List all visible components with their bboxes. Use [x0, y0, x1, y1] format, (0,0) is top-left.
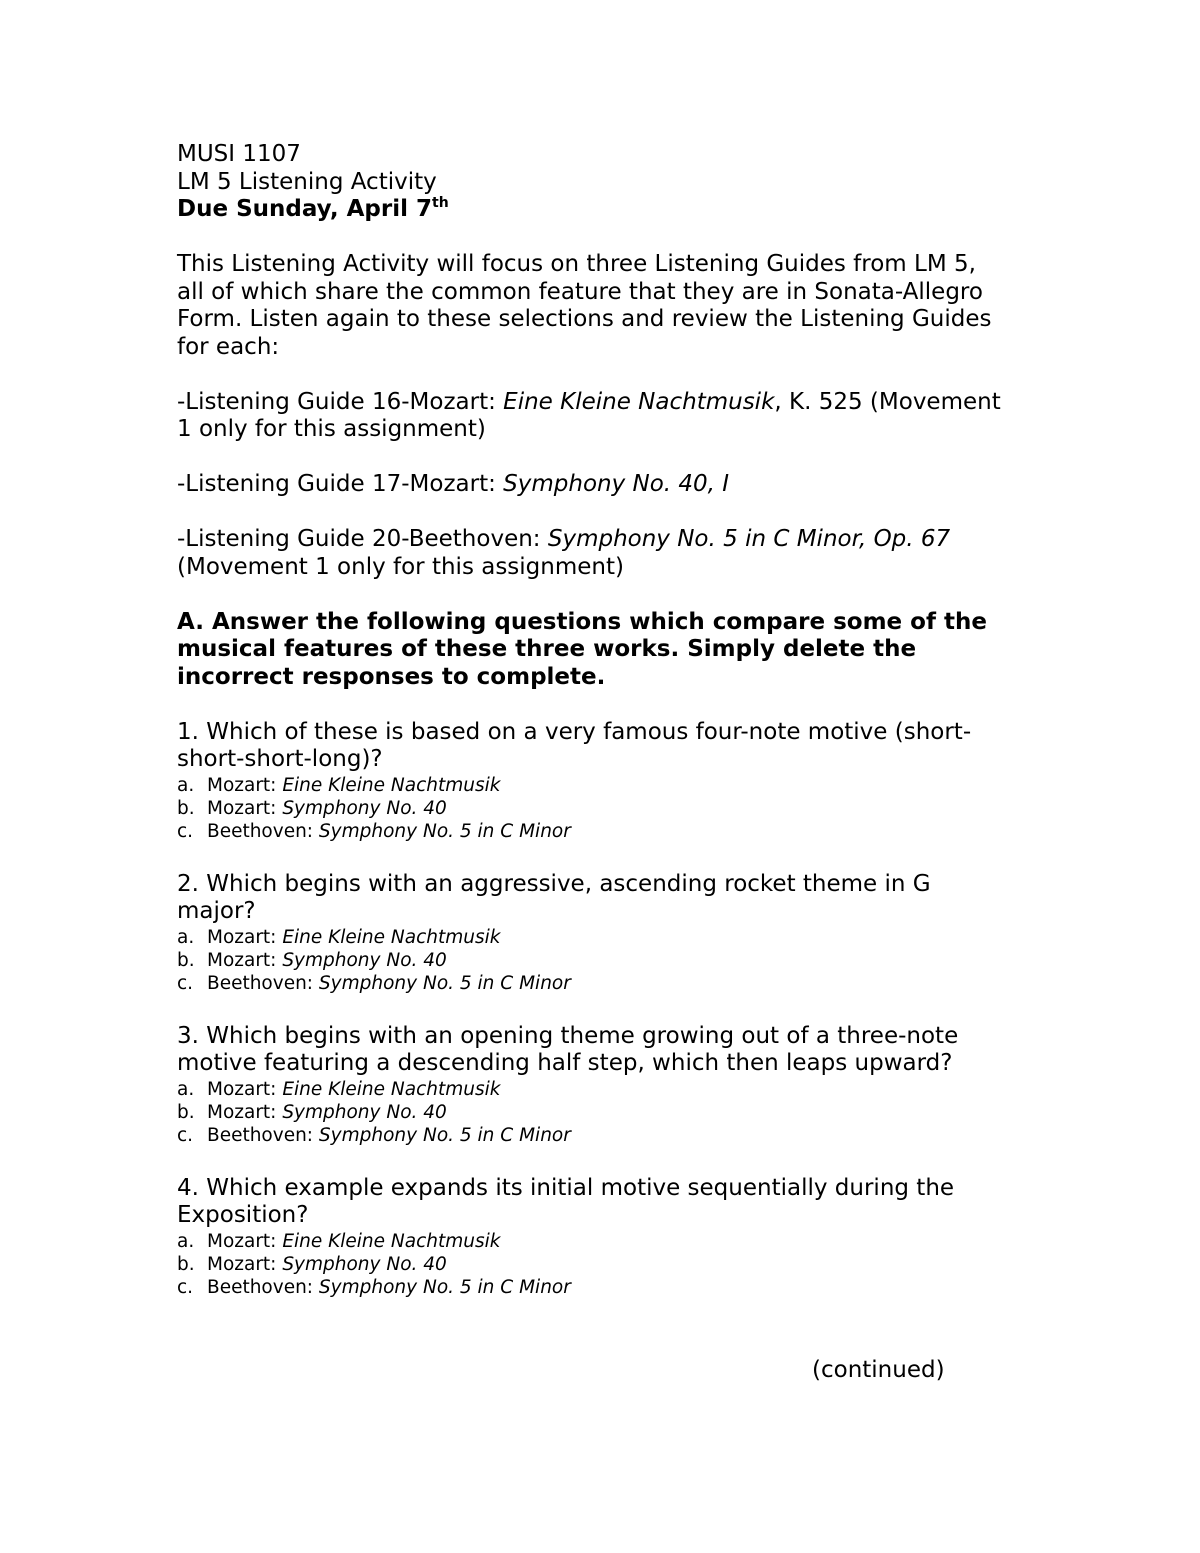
answer-option[interactable]	[177, 1230, 1037, 1253]
intro-line: all of which share the common feature that they are in Sonata-Allegro	[177, 278, 983, 305]
question-text: short-short-long)?	[177, 746, 383, 772]
option-work: Eine Kleine Nachtmusik	[282, 1078, 501, 1100]
listening-guide-17	[177, 471, 1037, 499]
question-text: 3. Which begins with an opening theme growing out of a three-note	[177, 1022, 959, 1049]
option-composer: Mozart:	[207, 1101, 283, 1123]
option-composer: Mozart:	[207, 949, 283, 971]
continued-note: (continued)	[812, 1357, 945, 1383]
guide-prefix: -Listening Guide 20-Beethoven:	[177, 526, 548, 552]
option-composer: Beethoven:	[207, 972, 319, 994]
section-a-instructions	[177, 609, 1037, 692]
option-letter: c.	[177, 972, 194, 994]
document-page	[177, 141, 1037, 1327]
answer-option[interactable]	[177, 1253, 1037, 1276]
option-work: Symphony No. 5 in C Minor	[318, 820, 571, 842]
question-4	[177, 1175, 1037, 1299]
due-date-suffix: th	[432, 195, 449, 211]
option-work: Eine Kleine Nachtmusik	[282, 1230, 501, 1252]
option-work: Symphony No. 5 in C Minor	[318, 1124, 571, 1146]
guide-prefix: -Listening Guide 17-Mozart:	[177, 471, 504, 497]
option-letter: a.	[177, 926, 195, 948]
answer-option[interactable]	[177, 797, 1037, 820]
guide-line	[177, 471, 1037, 499]
option-work: Eine Kleine Nachtmusik	[282, 774, 501, 796]
question-2	[177, 871, 1037, 995]
option-letter: b.	[177, 949, 195, 971]
option-composer: Mozart:	[207, 797, 283, 819]
option-work: Symphony No. 40	[282, 797, 447, 819]
guide-prefix: -Listening Guide 16-Mozart:	[177, 388, 504, 415]
option-composer: Mozart:	[207, 1230, 283, 1252]
section-a-line: incorrect responses to complete.	[177, 663, 606, 690]
intro-line: for each:	[177, 333, 280, 360]
option-letter: a.	[177, 1078, 195, 1100]
intro-paragraph	[177, 251, 1037, 361]
answer-option[interactable]	[177, 1124, 1037, 1147]
option-work: Symphony No. 5 in C Minor	[318, 972, 571, 994]
option-letter: c.	[177, 1276, 194, 1298]
section-a-line: musical features of these three works. Simply delete the	[177, 636, 917, 662]
answer-option[interactable]	[177, 1078, 1037, 1101]
option-work: Symphony No. 40	[282, 1101, 447, 1123]
section-a-line: A. Answer the following questions which compare some of the	[177, 608, 987, 635]
guide-work-title: Symphony No. 5 in C Minor, Op. 67	[547, 526, 951, 552]
question-text: 1. Which of these is based on a very famous four-note motive (short-	[177, 718, 972, 745]
option-work: Symphony No. 40	[282, 1253, 447, 1275]
option-letter: a.	[177, 1230, 195, 1252]
question-text: motive featuring a descending half step, which then leaps upward?	[177, 1050, 953, 1076]
option-composer: Mozart:	[207, 926, 283, 948]
listening-guide-20	[177, 526, 1037, 581]
due-date	[177, 196, 1037, 224]
answer-option[interactable]	[177, 820, 1037, 843]
activity-title: LM 5 Listening Activity	[177, 168, 437, 195]
option-letter: c.	[177, 1124, 194, 1146]
answer-option[interactable]	[177, 1276, 1037, 1299]
option-composer: Mozart:	[207, 1253, 283, 1275]
option-composer: Mozart:	[207, 1078, 283, 1100]
guide-line	[177, 389, 1037, 417]
answer-option[interactable]	[177, 926, 1037, 949]
option-composer: Beethoven:	[207, 1124, 319, 1146]
option-work: Eine Kleine Nachtmusik	[282, 926, 501, 948]
question-text: major?	[177, 898, 256, 924]
guide-line-2: 1 only for this assignment)	[177, 416, 486, 442]
listening-guide-16	[177, 389, 1037, 444]
option-work: Symphony No. 5 in C Minor	[318, 1276, 571, 1298]
answer-option[interactable]	[177, 972, 1037, 995]
option-letter: c.	[177, 820, 194, 842]
option-composer: Beethoven:	[207, 820, 319, 842]
guide-work-title: Symphony No. 40, I	[503, 471, 730, 497]
option-work: Symphony No. 40	[282, 949, 447, 971]
option-letter: b.	[177, 1101, 195, 1123]
option-letter: b.	[177, 1253, 195, 1275]
intro-line: Form. Listen again to these selections and review the Listening Guides	[177, 306, 992, 332]
guide-suffix: , K. 525 (Movement	[774, 388, 1001, 415]
option-letter: a.	[177, 774, 195, 796]
due-date-text: Due Sunday, April 7	[177, 196, 432, 222]
option-letter: b.	[177, 797, 195, 819]
question-text: 4. Which example expands its initial motive sequentially during the	[177, 1174, 955, 1201]
guide-line-2: (Movement 1 only for this assignment)	[177, 553, 624, 580]
question-text: Exposition?	[177, 1202, 309, 1228]
answer-option[interactable]	[177, 949, 1037, 972]
option-composer: Beethoven:	[207, 1276, 319, 1298]
guide-line	[177, 526, 1037, 554]
answer-option[interactable]	[177, 774, 1037, 797]
course-code: MUSI 1107	[177, 141, 301, 167]
question-3	[177, 1023, 1037, 1147]
option-composer: Mozart:	[207, 774, 283, 796]
question-1	[177, 719, 1037, 843]
intro-line: This Listening Activity will focus on three Listening Guides from LM 5,	[177, 251, 976, 277]
guide-work-title: Eine Kleine Nachtmusik	[503, 388, 775, 415]
question-text: 2. Which begins with an aggressive, ascending rocket theme in G	[177, 870, 931, 897]
answer-option[interactable]	[177, 1101, 1037, 1124]
